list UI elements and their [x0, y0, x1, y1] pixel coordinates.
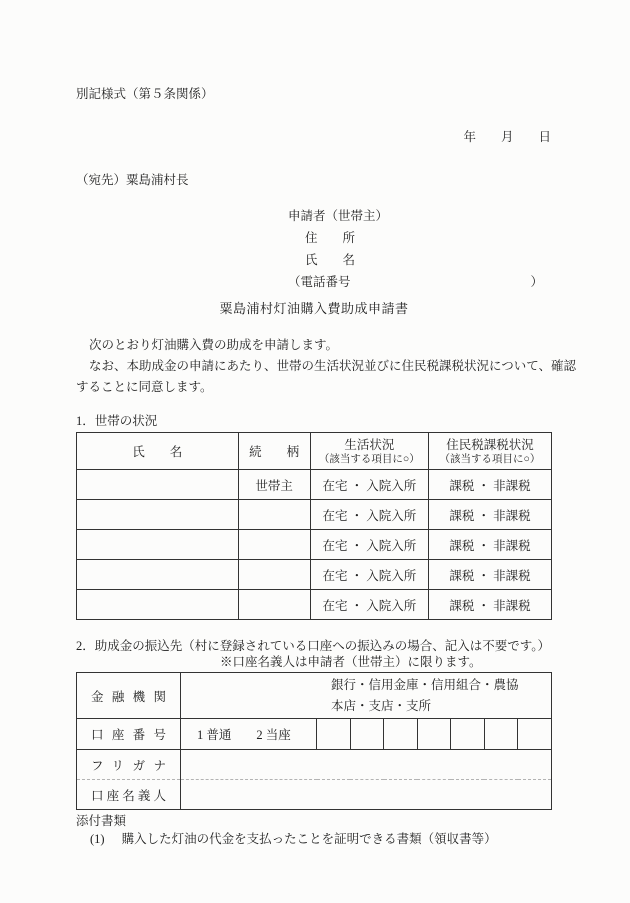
body-line-2: なお、本助成金の申請にあたり、世帯の生活状況並びに住民税課税状況について、確認 [89, 359, 577, 373]
account-number-row [77, 719, 552, 750]
name-cell [77, 590, 239, 620]
life-status-cell: 在宅 ・ 入院入所 [310, 530, 428, 560]
account-digit-cell [317, 719, 351, 750]
life-status-label: 生活状況 [344, 437, 395, 452]
relation-cell [238, 590, 310, 620]
tax-status-cell: 課税 ・ 非課税 [428, 500, 551, 530]
name-cell [77, 500, 239, 530]
bank-name-cell [181, 673, 552, 719]
body-line-1: 次のとおり灯油購入費の助成を申請します。 [89, 338, 339, 352]
relation-cell [238, 560, 310, 590]
col-header-tax-status [428, 433, 551, 470]
branch-type-options: 本店・支店・支所 [331, 698, 432, 713]
attachment-item-number: (1) [90, 832, 105, 846]
attachments-block [76, 813, 552, 849]
attachment-item-1 [76, 829, 552, 849]
attachment-item-text: 購入した灯油の代金を支払ったことを証明できる書類（領収書等） [121, 832, 497, 846]
relation-cell: 世帯主 [238, 470, 310, 500]
household-table [76, 432, 552, 620]
account-number-label: 口座番号 [77, 719, 181, 750]
account-digit-cell [518, 719, 552, 750]
section2-note: ※口座名義人は申請者（世帯主）に限ります。 [220, 655, 482, 669]
addressee-line: （宛先）粟島浦村長 [76, 173, 189, 187]
account-digit-cell [350, 719, 384, 750]
account-digit-cell [384, 719, 418, 750]
section2-heading: 2．助成金の振込先（村に登録されている口座への振込みの場合、記入は不要です。） [76, 639, 551, 653]
attachments-heading: 添付書類 [76, 814, 127, 828]
body-line-3: することに同意します。 [76, 380, 213, 394]
furigana-cell [181, 750, 552, 780]
household-row [77, 500, 552, 530]
life-status-cell: 在宅 ・ 入院入所 [310, 590, 428, 620]
life-status-sublabel: （該当する項目に○） [318, 453, 420, 465]
col-header-life-status [310, 433, 428, 470]
applicant-heading: 申請者（世帯主） [288, 209, 389, 223]
name-cell [77, 470, 239, 500]
household-row [77, 530, 552, 560]
bank-transfer-table [76, 672, 552, 810]
life-status-cell: 在宅 ・ 入院入所 [310, 470, 428, 500]
account-type-options: 1 普通 2 当座 [181, 719, 317, 750]
relation-cell [238, 530, 310, 560]
bank-type-options: 銀行・信用金庫・信用組合・農協 [331, 677, 519, 692]
tax-status-label: 住民税課税状況 [446, 437, 534, 452]
bank-label: 金融機関 [77, 673, 181, 719]
relation-cell [238, 500, 310, 530]
account-digit-cell [484, 719, 518, 750]
applicant-name-label: 氏 名 [305, 253, 356, 267]
applicant-address-label: 住 所 [305, 231, 356, 245]
life-status-cell: 在宅 ・ 入院入所 [310, 560, 428, 590]
form-style-note: 別記様式（第５条関係） [76, 87, 214, 101]
furigana-row [77, 750, 552, 780]
col-header-relation: 続 柄 [238, 433, 310, 470]
life-status-cell: 在宅 ・ 入院入所 [310, 500, 428, 530]
applicant-phone-line [288, 271, 552, 293]
household-row [77, 470, 552, 500]
household-row [77, 560, 552, 590]
account-holder-cell [181, 780, 552, 810]
household-header-row [77, 433, 552, 470]
applicant-block [288, 205, 552, 293]
date-line: 年 月 日 [463, 130, 551, 144]
document-title: 粟島浦村灯油購入費助成申請書 [219, 301, 409, 316]
col-header-name: 氏 名 [77, 433, 239, 470]
name-cell [77, 560, 239, 590]
household-row [77, 590, 552, 620]
phone-close-paren: ） [530, 275, 544, 289]
tax-status-sublabel: （該当する項目に○） [439, 453, 541, 465]
tax-status-cell: 課税 ・ 非課税 [428, 530, 551, 560]
tax-status-cell: 課税 ・ 非課税 [428, 560, 551, 590]
account-holder-label: 口座名義人 [77, 780, 181, 810]
furigana-label: フリガナ [77, 750, 181, 780]
account-digit-cell [417, 719, 451, 750]
tax-status-cell: 課税 ・ 非課税 [428, 470, 551, 500]
account-holder-row [77, 780, 552, 810]
tax-status-cell: 課税 ・ 非課税 [428, 590, 551, 620]
body-paragraphs [76, 335, 577, 398]
bank-row [77, 673, 552, 719]
phone-label: （電話番号 [288, 275, 351, 289]
name-cell [77, 530, 239, 560]
section1-heading: 1．世帯の状況 [76, 414, 158, 428]
account-digit-cell [451, 719, 485, 750]
